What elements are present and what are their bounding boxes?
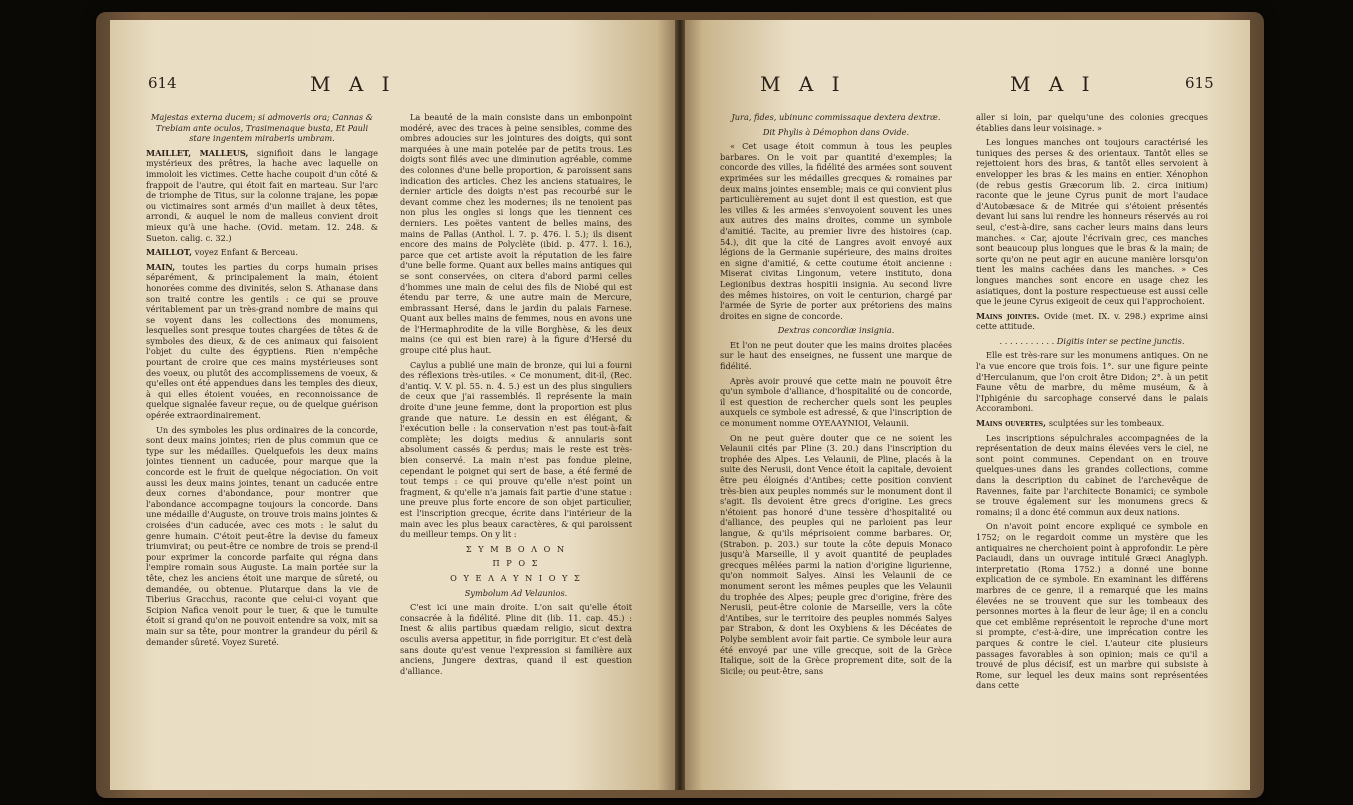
- dictionary-entry: [146, 262, 378, 421]
- entry-text: voyez Enfant & Berceau.: [194, 247, 298, 258]
- page-number: 615: [1185, 74, 1214, 92]
- paragraph: aller si loin, par quelqu'une des colonies grecques établies dans leur voisinage. »: [976, 112, 1208, 133]
- running-head: M A I: [310, 72, 396, 96]
- running-head: M A I: [760, 72, 846, 96]
- verse-quote: Majestas externa ducem; si admoveris ora; Cannas & Trebiam ante oculos, Trasimenaque busta, Et Pauli stare ingentem miraberis umbram.: [151, 112, 373, 144]
- greek-inscription-line: Ο Υ Ε Λ Α Υ Ν Ι Ο Υ Σ: [450, 572, 582, 583]
- greek-inscription-line: Σ Υ Μ Β Ο Λ Ο Ν: [465, 543, 567, 554]
- left-page-header: [110, 72, 680, 102]
- paragraph: Et l'on ne peut douter que les mains droites placées sur le haut des enseignes, ne fussent une marque de fidélité.: [720, 339, 952, 372]
- paragraph: « Cet usage étoit commun à tous les peuples barbares. On le voit par quantité d'exemples; la concorde des villes, la fidélité des armées sont souvent exprimées sur les médailles grecques & romaines par deux mains jointes ensemble; mais ce qui convient plus particulièrement au sujet dont il est question, est que les villes & les armées s'envoyoient souvent les unes aux autres des mains droites, comme un symbole d'amitié. Tacite, au premier livre des histoires (cap. 54.), dit que la cité de Langres avoit envoyé aux légions de la Germanie supérieure, des mains droites en signe d'amitié, & cette coutume étoit ancienne : Miserat civitas Lingonum, vetere instituto, dona Legionibus dextras hospitii insignia. Au second livre des mêmes histoires, on voit le centurion, chargé par l'armée de Syrie de porter aux prétoriens des mains droites en signe de concorde.: [720, 141, 952, 321]
- dictionary-entry: [976, 418, 1208, 429]
- entry-headword: MAILLOT,: [146, 247, 195, 258]
- paragraph: Les inscriptions sépulchrales accompagnées de la représentation de deux mains élevées vers le ciel, ne sont point communes. Cependant on en trouve quelques-unes dans les grandes collections, comme dans la description du cabinet de l'archevêque de Ravennes, faite par l'architecte Bonamici; ce symbole se trouve également sur les monumens grecs & romains; il a donc été commun aux deux nations.: [976, 432, 1208, 517]
- centered-quote: Dit Phylis à Démophon dans Ovide.: [762, 126, 910, 137]
- book-gutter: [675, 20, 685, 790]
- paragraph: C'est ici une main droite. L'on sait qu'elle étoit consacrée à la fidélité. Pline dit (lib. 11. cap. 45.) : Inest & aliis partibus quædam religio, sicut dextra osculis aversa appetitur, in fide porrigitur. Et c'est delà sans doute qu'est venue l'expression si familière aux anciens, Jungere dextras, quand il est question d'alliance.: [400, 602, 632, 676]
- greek-inscription-line: Π Ρ Ο Σ: [492, 558, 540, 569]
- entry-headword: Mains jointes.: [976, 310, 1044, 321]
- centered-quote: Dextras concordiæ insignia.: [777, 325, 895, 336]
- paragraph: Elle est très-rare sur les monumens antiques. On ne l'a vue encore que trois fois. 1°. sur une figure peinte d'Herculanum, que l'on croit être Didon; 2°. à un petit Faune vêtu de marbre, du même muséum, & à l'Iphigénie du sarcophage conservé dans le palais Accoramboni.: [976, 350, 1208, 414]
- entry-text: sculptées sur les tombeaux.: [1048, 418, 1165, 429]
- paragraph: On n'avoit point encore expliqué ce symbole en 1752; on le regardoit comme un mystère que les antiquaires ne cherchoient point à approfondir. Le père Paciaudi, dans un ouvrage intitulé Græci Anaglyph. interpretatio (Roma 1752.) a donné une bonne explication de ce symbole. En examinant les différens marbres de ce genre, il a remarqué que les mains élevées ne se trouvent que sur les tombeaux des personnes mortes à la fleur de leur âge; il en a conclu que cet emblême représentoit le reproche d'une mort si prompte, c'est-à-dire, une imprécation contre les parques & contre le ciel. L'auteur cite plusieurs passages favorables à son opinion; mais ce qu'il a trouvé de plus décisif, est un marbre qui subsiste à Rome, sur lequel les deux mains sont représentées dans cette: [976, 521, 1208, 691]
- page-number: 614: [148, 74, 177, 92]
- entry-text: signifioit dans le langage mystérieux des prêtres, la hache avec laquelle on immoloit les victimes. Cette hache coupoit d'un côté & frappoit de l'autre, qui étoit fait en marteau. Sur l'arc de triomphe de Titus, sur la colonne trajane, les popæ ou victimaires sont armés d'un maillet à deux têtes, arrondi, & auquel le nom de malleus convient droit mieux qu'à une hache. (Ovid. metam. 12. 248. & Sueton. calig. c. 32.): [146, 147, 378, 243]
- centered-quote: . . . . . . . . . . . Digitis inter se pectine junctis.: [999, 335, 1185, 346]
- entry-headword: MAIN,: [146, 261, 182, 272]
- right-page-column-1: [720, 112, 952, 772]
- running-head-right: M A I: [1010, 72, 1096, 96]
- left-page-column-2: [400, 112, 632, 772]
- left-page-column-1: [146, 112, 378, 772]
- paragraph: On ne peut guère douter que ce ne soient les Velaunii cités par Pline (3. 20.) dans l'inscription du trophée des Alpes. Les Velaunii, de Pline, placés à la suite des Nerusii, dont Vence étoit la capitale, devoient être peu éloignés d'Antibes; cette position convient très-bien aux peuples nommés sur le monument dont il s'agit. Ils devoient être grecs d'origine. Les grecs n'étoient pas honoré d'une tessère d'hospitalité ou d'alliance, des peuples qui ne parloient pas leur langue, & qu'ils méprisoient comme barbares. Or, (Strabon. p. 203.) sur toute la côte depuis Monaco jusqu'à Marseille, il y avoit quantité de peuplades grecques mêlées parmi la nation d'origine ligurienne, qu'on nommoit Salyes. Ainsi les Velaunii de ce monument seront les mêmes peuples que les Velaunii du trophée des Alpes; peuple grec d'origine, frère des Nerusii, peut-être colonie de Marseille, vers la côte d'Antibes, sur le territoire des peuples nommés Salyes par Strabon, & dont les Oxybiens & les Décéates de Polybe semblent avoir fait partie. Ce symbole leur aura été envoyé par une ville grecque, soit de la Grèce Italique, soit de la Grèce proprement dite, soit de la Sicile; ou peut-être, sans: [720, 432, 952, 676]
- paragraph: Caylus a publié une main de bronze, qui lui a fourni des réflexions très-utiles. « Ce monument, dit-il, (Rec. d'antiq. V. V. pl. 55. n. 4. 5.) est un des plus singuliers de ceux que j'ai rassemblés. Il représente la main droite d'une jeune femme, dont la proportion est plus grande que nature. Le dessin en est élégant, & l'exécution belle : la conservation n'est pas tout-à-fait complète; les doigts medius & annularis sont absolument cassés & perdus; mais le reste est très-bien conservé. La main n'est pas fondue pleine, cependant le poignet qui sert de base, a été fermé de tout temps : ce qui prouve qu'elle n'est point un fragment, & qu'elle n'a jamais fait partie d'une statue : une preuve plus forte encore de son objet particulier, est l'inscription grecque, écrite dans l'intérieur de la main avec les plus beaux caractères, & qui paroissent du meilleur temps. On y lit :: [400, 359, 632, 540]
- entry-headword: MAILLET, MALLEUS,: [146, 147, 257, 158]
- entry-text: Ovide (met. IX. v. 298.) exprime ainsi cette attitude.: [976, 310, 1208, 332]
- paragraph: Un des symboles les plus ordinaires de la concorde, sont deux mains jointes; rien de plus commun que ce type sur les médailles. Quelquefois les deux mains jointes tiennent un caducée, pour marque que la concorde est le fruit de quelque négociation. On voit aussi les deux mains jointes, tenant un caducée entre deux cornes d'abondance, pour montrer que l'abondance accompagne toujours la concorde. Dans une médaille d'Auguste, on trouve trois mains jointes & croisées d'un caducée, avec ces mots : le salut du genre humain. C'étoit peut-être la devise du fameux triumvirat; ou peut-être ce nombre de trois se prend-il pour exprimer la concorde parfaite qui régna dans l'empire romain sous Auguste. La main portée sur la tête, chez les anciens étoit une marque de sûreté, ou demandée, ou obtenue. Plutarque dans la vie de Tiberius Gracchus, raconte que celui-ci voyant que Scipion Nafica venoit pour le tuer, & que le tumulte étoit si grand qu'on ne pouvoit entendre sa voix, mit sa main sur sa tête, pour montrer la grandeur du péril & demander sûreté. Voyez Sureté.: [146, 424, 378, 647]
- dictionary-entry: [146, 148, 378, 243]
- paragraph: La beauté de la main consiste dans un embonpoint modéré, avec des traces à peine sensibles, comme des ombres adoucies sur les jointures des doigts, qui sont marquées à une main potelée par de petits trous. Les doigts sont filés avec une diminution agréable, comme des colonnes d'une belle proportion, & paroissent sans indication des articles. Chez les anciens statuaires, le dernier article des doigts n'est pas recourbé sur le devant comme chez les modernes; ils ne tenoient pas non plus les ongles si longs que les tiennent ces derniers. Les poëtes vantent de belles mains, des mains de Pallas (Anthol. l. 7. p. 476. l. 5.); ils disent encore des mains de Polyclète (ibid. p. 477. l. 16.), parce que cet artiste avoit la réputation de les faire d'une belle forme. Quant aux belles mains antiques qui se sont conservées, on citera d'abord parmi celles d'hommes une main de celui des fils de Niobé qui est étendu par terre, & une autre main de Mercure, embrassant Hersé, dans le jardin du palais Farnese. Quant aux belles mains de femmes, nous en avons une de l'Hermaphrodite de la ville Borghèse, & les deux mains (ce qui est bien rare) à la figure d'Hersé du groupe cité plus haut.: [400, 112, 632, 356]
- entry-text: toutes les parties du corps humain prises séparément, & principalement la main, étoient honorées comme des divinités, selon S. Athanase dans son traité contre les gentils : ce qui se prouve véritablement par un très-grand nombre de mains qui se voyent dans les collections des monumens, lesquelles sont presque toutes chargées de têtes & de symboles des dieux, & de ces animaux qui faisoient l'objet du culte des égyptiens. Rien n'empêche pourtant de croire que ces mains mystérieuses sont des voeux, ou plutôt des accomplissemens de voeux, & qu'elles ont été appendues dans les temples des dieux, à qui elles étoient vouées, en reconnoissance de quelque signalée faveur reçue, ou de quelque guérison opérée extraordinairement.: [146, 261, 378, 421]
- paragraph: Les longues manches ont toujours caractérisé les tuniques des perses & des orientaux. Tantôt elles se rejettoient hors des bras, & tantôt elles servoient à envelopper les bras & les mains en entier. Xénophon (de rebus gestis Græcorum lib. 2. circa initium) raconte que le jeune Cyrus punit de mort l'audace d'Autobæsace & de Mitrée qui s'étoient présentés devant lui sans lui rendre les honneurs réservés au roi seul, c'est-à-dire, sans cacher leurs mains dans leurs manches. « Car, ajoute l'écrivain grec, ces manches sont beaucoup plus longues que le bras & la main; de sorte qu'on ne peut agir en aucune manière lorsqu'on tient les mains cachées dans les manches. » Ces longues manches sont encore en usage chez les asiatiques, dont la posture respectueuse est aussi celle que le jeune Cyrus exigeoit de ceux qui l'approchoient.: [976, 137, 1208, 307]
- entry-headword: Mains ouvertes,: [976, 418, 1049, 429]
- dictionary-entry: [976, 311, 1208, 332]
- left-page: [110, 20, 680, 790]
- open-book: [110, 20, 1250, 790]
- right-page: [680, 20, 1250, 790]
- right-page-header: [680, 72, 1250, 102]
- dictionary-entry: [146, 247, 378, 258]
- centered-quote: Jura, fides, ubinunc commissaque dextera dextræ.: [731, 112, 941, 122]
- centered-quote: Symbolum Ad Velaunios.: [464, 587, 568, 598]
- right-page-column-2: [976, 112, 1208, 772]
- paragraph: Après avoir prouvé que cette main ne pouvoit être qu'un symbole d'alliance, d'hospitalité ou de concorde, il est question de rechercher quels sont les peuples auxquels ce symbole est adressé, & que l'inscription de ce monument nomme ΟΥΕΛΑΥΝΙΟΙ, Velaunii.: [720, 375, 952, 429]
